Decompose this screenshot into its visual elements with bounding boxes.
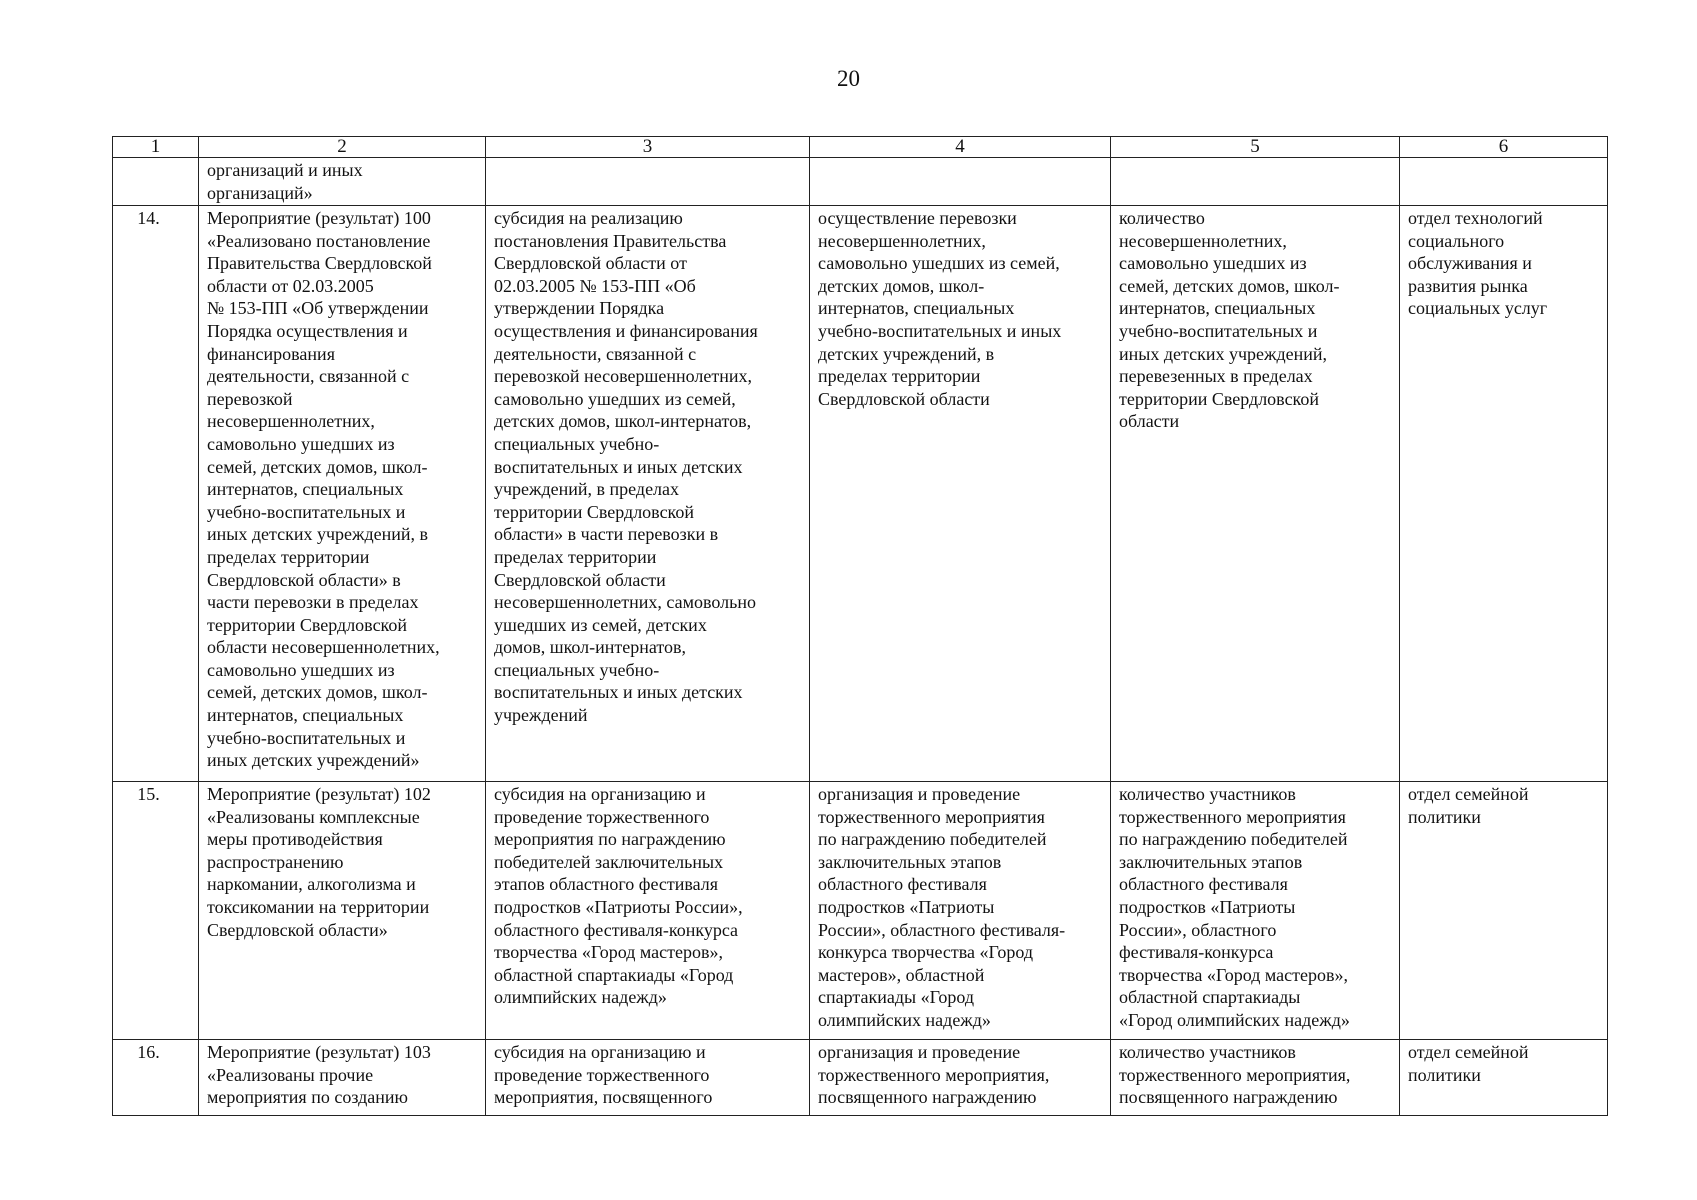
activity-cell: осуществление перевозки несовершеннолетних, самовольно ушедших из семей, детских домов, школ- интернатов, специальных учебно-воспитательных и иных детских учреждений, в пределах территории Свердловской области bbox=[810, 206, 1111, 782]
subsidy-cell: субсидия на организацию и проведение торжественного мероприятия по награждению победителей заключительных этапов областного фестиваля подростков «Патриоты России», областного фестиваля-конкурса творчества «Город мастеров», областной спартакиады «Город олимпийских надежд» bbox=[486, 782, 810, 1040]
subsidy-cell: субсидия на реализацию постановления Правительства Свердловской области от 02.03.2005 № 153-ПП «Об утверждении Порядка осуществления и финансирования деятельности, связанной с перевозкой несовершеннолетних, самовольно ушедших из семей, детских домов, школ-интернатов, специальных учебно- воспитательных и иных детских учреждений, в пределах территории Свердловской области» в части перевозки в пределах территории Свердловской области несовершеннолетних, самовольно ушедших из семей, детских домов, школ-интернатов, специальных учебно- воспитательных и иных детских учреждений bbox=[486, 206, 810, 782]
row-number: 14. bbox=[113, 206, 199, 782]
column-header: 4 bbox=[810, 137, 1111, 158]
column-header: 1 bbox=[113, 137, 199, 158]
department-cell: отдел семейной политики bbox=[1400, 1040, 1608, 1116]
table-row bbox=[113, 206, 1608, 782]
department-cell bbox=[1400, 158, 1608, 206]
subsidy-cell: субсидия на организацию и проведение торжественного мероприятия, посвященного bbox=[486, 1040, 810, 1116]
column-header: 2 bbox=[199, 137, 486, 158]
table-row bbox=[113, 158, 1608, 206]
activity-cell bbox=[810, 158, 1111, 206]
indicator-cell: количество участников торжественного мероприятия, посвященного награждению bbox=[1111, 1040, 1400, 1116]
indicator-cell bbox=[1111, 158, 1400, 206]
indicator-cell: количество участников торжественного мероприятия по награждению победителей заключительных этапов областного фестиваля подростков «Патриоты России», областного фестиваля-конкурса творчества «Город мастеров», областной спартакиады «Город олимпийских надежд» bbox=[1111, 782, 1400, 1040]
department-cell: отдел технологий социального обслуживания и развития рынка социальных услуг bbox=[1400, 206, 1608, 782]
row-number bbox=[113, 158, 199, 206]
table-header-row bbox=[113, 137, 1608, 158]
row-number: 15. bbox=[113, 782, 199, 1040]
event-cell: организаций и иных организаций» bbox=[199, 158, 486, 206]
table-row bbox=[113, 782, 1608, 1040]
event-cell: Мероприятие (результат) 103 «Реализованы прочие мероприятия по созданию bbox=[199, 1040, 486, 1116]
column-header: 5 bbox=[1111, 137, 1400, 158]
page-number: 20 bbox=[837, 66, 860, 91]
indicator-cell: количество несовершеннолетних, самовольно ушедших из семей, детских домов, школ- интернатов, специальных учебно-воспитательных и иных детских учреждений, перевезенных в пределах территории Свердловской области bbox=[1111, 206, 1400, 782]
table-row bbox=[113, 1040, 1608, 1116]
column-header: 6 bbox=[1400, 137, 1608, 158]
row-number: 16. bbox=[113, 1040, 199, 1116]
department-cell: отдел семейной политики bbox=[1400, 782, 1608, 1040]
event-cell: Мероприятие (результат) 100 «Реализовано постановление Правительства Свердловской области от 02.03.2005 № 153-ПП «Об утверждении Порядка осуществления и финансирования деятельности, связанной с перевозкой несовершеннолетних, самовольно ушедших из семей, детских домов, школ- интернатов, специальных учебно-воспитательных и иных детских учреждений, в пределах территории Свердловской области» в части перевозки в пределах территории Свердловской области несовершеннолетних, самовольно ушедших из семей, детских домов, школ- интернатов, специальных учебно-воспитательных и иных детских учреждений» bbox=[199, 206, 486, 782]
subsidy-cell bbox=[486, 158, 810, 206]
activity-cell: организация и проведение торжественного мероприятия по награждению победителей заключительных этапов областного фестиваля подростков «Патриоты России», областного фестиваля- конкурса творчества «Город мастеров», областной спартакиады «Город олимпийских надежд» bbox=[810, 782, 1111, 1040]
plan-table bbox=[112, 136, 1608, 1116]
column-header: 3 bbox=[486, 137, 810, 158]
event-cell: Мероприятие (результат) 102 «Реализованы комплексные меры противодействия распространению наркомании, алкоголизма и токсикомании на территории Свердловской области» bbox=[199, 782, 486, 1040]
activity-cell: организация и проведение торжественного мероприятия, посвященного награждению bbox=[810, 1040, 1111, 1116]
